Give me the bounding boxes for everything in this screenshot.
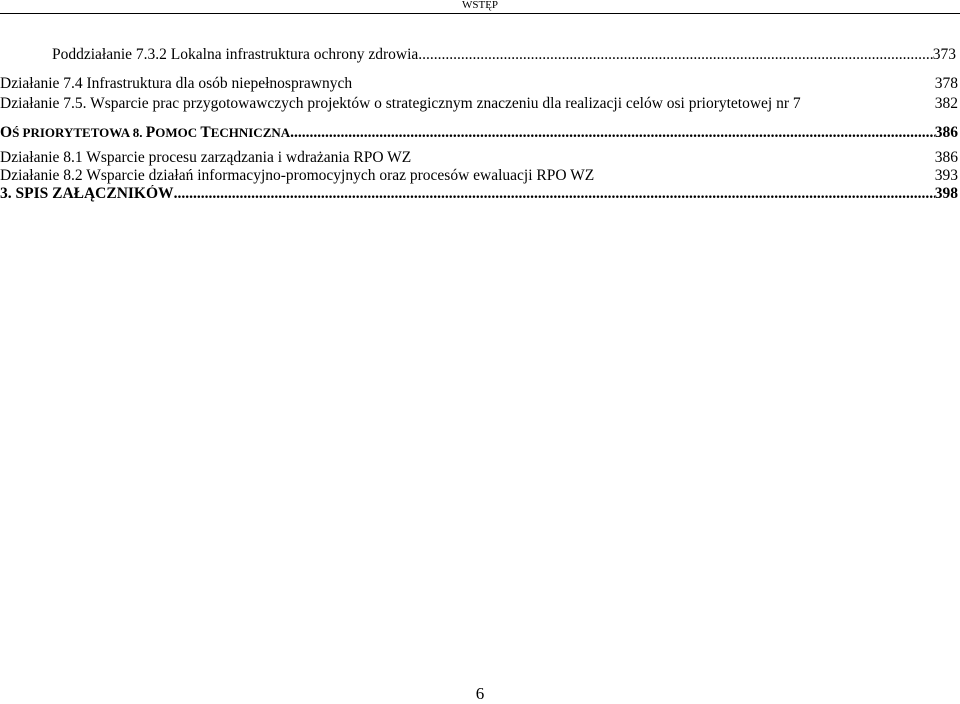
toc-leader-dots [418, 46, 932, 64]
toc-entry-page: 393 [934, 167, 958, 184]
toc-leader-dots [290, 124, 935, 142]
toc-entry-7-4[interactable] [0, 75, 960, 93]
toc-entry-page: 378 [934, 75, 958, 92]
toc-entry-7-3-2[interactable] [52, 46, 956, 64]
header-rule [0, 13, 960, 14]
toc-entry-axis-8[interactable] [0, 124, 958, 142]
toc-entry-section-3[interactable] [0, 185, 958, 203]
toc-leader-dots [174, 185, 935, 203]
toc-entry-label: Działanie 7.5. Wsparcie prac przygotowawczych projektów o strategicznym znaczeniu dla realizacji celów osi priorytetowej nr 7 [0, 95, 801, 112]
toc-entry-page: 373 [932, 46, 956, 63]
toc-entry-8-2[interactable] [0, 167, 960, 185]
toc-entry-page: 398 [934, 185, 958, 202]
toc-entry-label: OŚ PRIORYTETOWA 8. POMOC TECHNICZNA [0, 124, 291, 141]
page-number: 6 [475, 684, 485, 703]
toc-entry-label: 3. SPIS ZAŁĄCZNIKÓW [0, 185, 174, 202]
toc-entry-label: Działanie 7.4 Infrastruktura dla osób niepełnosprawnych [0, 75, 353, 92]
toc-entry-page: 386 [934, 149, 958, 166]
toc-entry-page: 386 [934, 124, 958, 141]
toc-entry-page: 382 [934, 95, 958, 112]
toc-entry-label: Działanie 8.1 Wsparcie procesu zarządzania i wdrażania RPO WZ [0, 149, 412, 166]
toc-entry-7-5[interactable] [0, 95, 960, 113]
running-header: WSTĘP [461, 0, 499, 11]
toc-entry-label: Działanie 8.2 Wsparcie działań informacyjno-promocyjnych oraz procesów ewaluacji RPO WZ [0, 167, 595, 184]
toc-entry-label: Poddziałanie 7.3.2 Lokalna infrastruktura ochrony zdrowia [52, 46, 419, 63]
toc-entry-8-1[interactable] [0, 149, 960, 167]
